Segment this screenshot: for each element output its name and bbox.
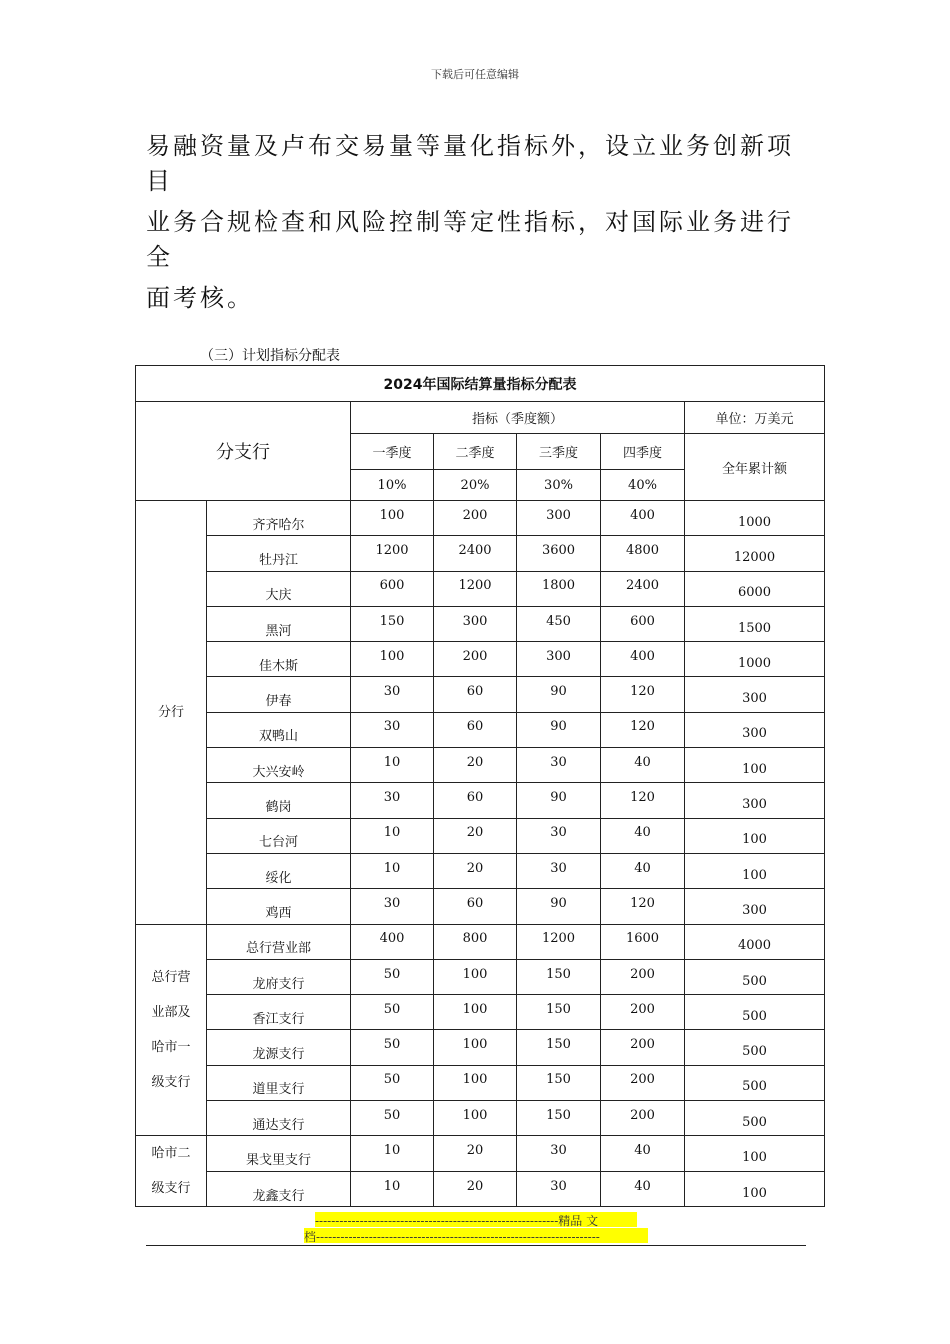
annual-total: 300 (685, 889, 825, 924)
branch-name: 七台河 (207, 818, 351, 853)
annual-total: 300 (685, 677, 825, 712)
quarter-value: 30 (351, 677, 434, 712)
table-row (136, 1065, 825, 1100)
quarter-value: 200 (601, 1101, 685, 1136)
branch-name: 牡丹江 (207, 536, 351, 571)
annual-total: 300 (685, 712, 825, 747)
quarter-value: 600 (601, 606, 685, 641)
annual-total: 100 (685, 748, 825, 783)
group-label-line: 级支行 (151, 1181, 191, 1197)
quarter-value: 60 (434, 712, 517, 747)
quarter-value: 120 (601, 677, 685, 712)
branch-name: 香江支行 (207, 995, 351, 1030)
table-row (136, 924, 825, 959)
group-label-line: 哈市一 (151, 1039, 191, 1055)
quarter-value: 2400 (601, 571, 685, 606)
annual-total: 1500 (685, 606, 825, 641)
paragraph-line-2: 业务合规检查和风险控制等定性指标，对国际业务进行全 (146, 208, 794, 271)
branch-name: 龙源支行 (207, 1030, 351, 1065)
quarter-header: 三季度 (517, 434, 601, 470)
annual-total: 4000 (685, 924, 825, 959)
quarter-value: 10 (351, 1171, 434, 1207)
branch-name: 龙鑫支行 (207, 1171, 351, 1207)
branch-header: 分支行 (136, 402, 351, 501)
allocation-table (135, 365, 825, 1207)
branch-name: 佳木斯 (207, 642, 351, 677)
annual-total: 500 (685, 1030, 825, 1065)
quarter-value: 400 (601, 501, 685, 536)
quarter-value: 200 (601, 959, 685, 994)
annual-total: 100 (685, 818, 825, 853)
quarter-value: 1800 (517, 571, 601, 606)
annual-total: 300 (685, 783, 825, 818)
percent-cell: 30% (517, 470, 601, 501)
quarter-value: 200 (434, 642, 517, 677)
table-row (136, 606, 825, 641)
quarter-header: 二季度 (434, 434, 517, 470)
quarter-value: 300 (434, 606, 517, 641)
quarter-value: 20 (434, 748, 517, 783)
quarter-value: 450 (517, 606, 601, 641)
percent-cell: 10% (351, 470, 434, 501)
quarter-value: 400 (601, 642, 685, 677)
footer-banner-line-1: ------------------------------------------------------------精品 文 (315, 1212, 637, 1227)
quarter-value: 50 (351, 1065, 434, 1100)
group-label (136, 1136, 207, 1207)
quarter-value: 10 (351, 853, 434, 888)
branch-name: 伊春 (207, 677, 351, 712)
quarter-value: 40 (601, 1171, 685, 1207)
quarter-value: 10 (351, 818, 434, 853)
footer-banner-line-2: 档---------------------------------------------------------------------- (304, 1228, 648, 1243)
quarter-header: 四季度 (601, 434, 685, 470)
quarter-value: 10 (351, 1136, 434, 1172)
branch-name: 龙府支行 (207, 959, 351, 994)
annual-total: 500 (685, 995, 825, 1030)
quarter-value: 30 (517, 853, 601, 888)
quarter-value: 50 (351, 995, 434, 1030)
table-row (136, 818, 825, 853)
quarter-value: 200 (601, 1065, 685, 1100)
percent-cell: 40% (601, 470, 685, 501)
group-label (136, 501, 207, 925)
quarter-value: 1200 (351, 536, 434, 571)
table-row (136, 1030, 825, 1065)
quarter-value: 100 (434, 959, 517, 994)
quarter-value: 150 (517, 1065, 601, 1100)
quarter-value: 120 (601, 783, 685, 818)
quarter-value: 300 (517, 501, 601, 536)
quarter-value: 40 (601, 818, 685, 853)
footer-rule (146, 1245, 806, 1246)
page-header: 下载后可任意编辑 (431, 68, 519, 81)
branch-name: 总行营业部 (207, 924, 351, 959)
quarter-value: 150 (517, 1030, 601, 1065)
branch-name: 双鸭山 (207, 712, 351, 747)
quarter-value: 60 (434, 889, 517, 924)
quarter-value: 10 (351, 748, 434, 783)
table-row (136, 642, 825, 677)
branch-name: 通达支行 (207, 1101, 351, 1136)
quarter-value: 30 (351, 783, 434, 818)
annual-total: 6000 (685, 571, 825, 606)
table-row (136, 995, 825, 1030)
percent-cell: 20% (434, 470, 517, 501)
quarter-value: 2400 (434, 536, 517, 571)
table-row (136, 501, 825, 536)
quarter-value: 100 (434, 1101, 517, 1136)
quarter-value: 1600 (601, 924, 685, 959)
quarter-value: 20 (434, 1136, 517, 1172)
quarter-value: 50 (351, 1101, 434, 1136)
quarter-value: 1200 (517, 924, 601, 959)
quarter-value: 30 (351, 712, 434, 747)
branch-name: 道里支行 (207, 1065, 351, 1100)
quarter-value: 100 (434, 995, 517, 1030)
quarter-value: 3600 (517, 536, 601, 571)
group-label (136, 924, 207, 1136)
quarter-value: 30 (517, 1136, 601, 1172)
annual-total: 1000 (685, 642, 825, 677)
table-row (136, 1101, 825, 1136)
quarter-value: 600 (351, 571, 434, 606)
table-row (136, 536, 825, 571)
paragraph-line-1: 易融资量及卢布交易量等量化指标外，设立业务创新项目 (146, 132, 794, 195)
annual-total-header: 全年累计额 (685, 434, 825, 501)
quarter-value: 20 (434, 853, 517, 888)
annual-total: 500 (685, 959, 825, 994)
table-row (136, 853, 825, 888)
quarter-value: 200 (601, 995, 685, 1030)
quarter-value: 20 (434, 1171, 517, 1207)
quarter-value: 150 (517, 1101, 601, 1136)
annual-total: 100 (685, 853, 825, 888)
table-row (136, 959, 825, 994)
group-label-line: 分行 (157, 704, 184, 720)
quarter-value: 200 (601, 1030, 685, 1065)
quarter-value: 30 (517, 1171, 601, 1207)
quarter-value: 100 (351, 642, 434, 677)
quarter-header: 一季度 (351, 434, 434, 470)
table-row (136, 677, 825, 712)
quarter-value: 30 (351, 889, 434, 924)
branch-name: 黑河 (207, 606, 351, 641)
quarter-value: 60 (434, 783, 517, 818)
quarter-value: 800 (434, 924, 517, 959)
quarter-value: 100 (351, 501, 434, 536)
quarter-value: 90 (517, 889, 601, 924)
quarter-value: 90 (517, 677, 601, 712)
annual-total: 1000 (685, 501, 825, 536)
quarter-value: 1200 (434, 571, 517, 606)
quarter-value: 120 (601, 712, 685, 747)
quarter-value: 40 (601, 853, 685, 888)
quarter-value: 4800 (601, 536, 685, 571)
quarter-value: 90 (517, 783, 601, 818)
annual-total: 500 (685, 1101, 825, 1136)
table-row (136, 889, 825, 924)
branch-name: 大庆 (207, 571, 351, 606)
branch-name: 鹤岗 (207, 783, 351, 818)
quarter-value: 40 (601, 748, 685, 783)
quarter-value: 100 (434, 1065, 517, 1100)
group-label-line: 级支行 (151, 1074, 191, 1090)
quarter-value: 20 (434, 818, 517, 853)
quarter-value: 40 (601, 1136, 685, 1172)
quarter-value: 150 (351, 606, 434, 641)
branch-name: 大兴安岭 (207, 748, 351, 783)
quarter-value: 90 (517, 712, 601, 747)
indicator-header: 指标（季度额） (351, 402, 685, 434)
table-row (136, 712, 825, 747)
branch-name: 鸡西 (207, 889, 351, 924)
quarter-value: 50 (351, 1030, 434, 1065)
quarter-value: 300 (517, 642, 601, 677)
branch-name: 齐齐哈尔 (207, 501, 351, 536)
branch-name: 果戈里支行 (207, 1136, 351, 1172)
quarter-value: 400 (351, 924, 434, 959)
quarter-value: 150 (517, 959, 601, 994)
annual-total: 100 (685, 1136, 825, 1172)
quarter-value: 30 (517, 818, 601, 853)
quarter-value: 120 (601, 889, 685, 924)
table-row (136, 1171, 825, 1207)
annual-total: 100 (685, 1171, 825, 1207)
quarter-value: 60 (434, 677, 517, 712)
paragraph-line-3: 面考核。 (146, 284, 254, 312)
quarter-value: 200 (434, 501, 517, 536)
table-row (136, 783, 825, 818)
unit-label: 单位：万美元 (685, 402, 825, 434)
table-title: 2024年国际结算量指标分配表 (136, 366, 825, 402)
quarter-value: 30 (517, 748, 601, 783)
table-row (136, 748, 825, 783)
table-row (136, 571, 825, 606)
section-title: （三）计划指标分配表 (200, 348, 340, 364)
annual-total: 500 (685, 1065, 825, 1100)
group-label-line: 总行营 (151, 969, 191, 985)
quarter-value: 150 (517, 995, 601, 1030)
group-label-line: 哈市二 (151, 1146, 191, 1162)
table-row (136, 1136, 825, 1172)
quarter-value: 50 (351, 959, 434, 994)
quarter-value: 100 (434, 1030, 517, 1065)
annual-total: 12000 (685, 536, 825, 571)
branch-name: 绥化 (207, 853, 351, 888)
group-label-line: 业部及 (151, 1004, 191, 1020)
